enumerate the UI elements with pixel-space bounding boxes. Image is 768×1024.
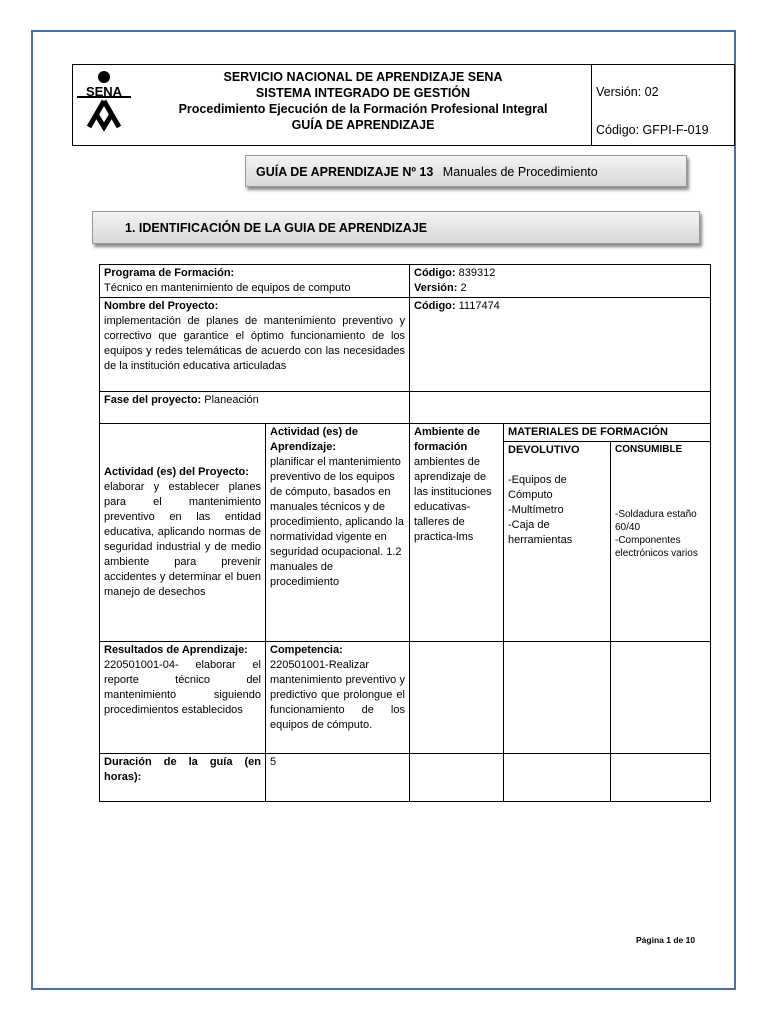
devolutivo-item: -Caja de herramientas bbox=[508, 519, 573, 546]
materiales-header bbox=[504, 424, 711, 442]
sena-logo bbox=[73, 67, 135, 137]
resultados-cell bbox=[100, 642, 266, 754]
empty-cell bbox=[410, 754, 504, 802]
act-aprendizaje-label: Actividad (es) de Aprendizaje: bbox=[270, 426, 359, 453]
consumible-item: -Soldadura estaño 60/40 bbox=[615, 509, 697, 533]
codigo2-cell bbox=[410, 298, 711, 392]
header-title-line: SISTEMA INTEGRADO DE GESTIÓN bbox=[255, 86, 471, 100]
programa-value: Técnico en mantenimiento de equipos de computo bbox=[104, 282, 351, 294]
ambiente-label: Ambiente de formación bbox=[414, 426, 481, 453]
empty-cell bbox=[611, 754, 711, 802]
header-title-line: Procedimiento Ejecución de la Formación Profesional Integral bbox=[178, 102, 548, 116]
header-version: Versión: 02 bbox=[596, 85, 659, 99]
programa-cell bbox=[100, 265, 410, 298]
devolutivo-item: -Multímetro bbox=[508, 504, 564, 516]
devolutivo-label: DEVOLUTIVO bbox=[508, 444, 580, 456]
codigo-label: Código: bbox=[414, 267, 456, 279]
act-aprendizaje-cell bbox=[266, 424, 410, 642]
act-proyecto-cell bbox=[100, 424, 266, 642]
proyecto-cell bbox=[100, 298, 410, 392]
consumible-cell bbox=[611, 442, 711, 642]
version-value: 2 bbox=[460, 282, 467, 294]
codigo2-value: 1117474 bbox=[458, 300, 500, 312]
duracion-value: 5 bbox=[270, 756, 277, 768]
guide-subtitle: Manuales de Procedimiento bbox=[442, 165, 598, 179]
header-code: Código: GFPI-F-019 bbox=[596, 123, 709, 137]
duracion-cell bbox=[100, 754, 266, 802]
empty-cell bbox=[504, 754, 611, 802]
svg-text:SENA: SENA bbox=[85, 84, 123, 99]
empty-cell bbox=[611, 642, 711, 754]
materiales-label: MATERIALES DE FORMACIÓN bbox=[508, 426, 668, 438]
header-title-line: GUÍA DE APRENDIZAJE bbox=[291, 118, 435, 132]
codigo-value: 839312 bbox=[458, 267, 496, 279]
header-title-line: SERVICIO NACIONAL DE APRENDIZAJE SENA bbox=[223, 70, 503, 84]
devolutivo-item: -Equipos de Cómputo bbox=[508, 474, 567, 501]
consumible-item: -Componentes electrónicos varios bbox=[615, 535, 698, 559]
identification-table bbox=[99, 264, 711, 802]
consumible-label: CONSUMIBLE bbox=[615, 444, 683, 455]
competencia-cell bbox=[266, 642, 410, 754]
codigo2-label: Código: bbox=[414, 300, 456, 312]
empty-cell bbox=[504, 642, 611, 754]
fase-cell bbox=[100, 392, 410, 424]
proyecto-label: Nombre del Proyecto: bbox=[104, 300, 219, 312]
act-proyecto-value: elaborar y establecer planes para el mantenimiento preventivo en las entidad educativa, aplicando normas de seguridad industrial y de medio ambiente para prevenir accidentes y determinar el buen manejo de desechos bbox=[104, 481, 261, 598]
act-proyecto-label: Actividad (es) del Proyecto: bbox=[104, 466, 249, 478]
guide-banner bbox=[245, 155, 687, 187]
act-aprendizaje-value: planificar el mantenimiento preventivo de los equipos de cómputo, basados en manuales técnicos y de procedimiento, aplicando la normatividad vigente en seguridad ocupacional. 1.2 manuales de procedimiento bbox=[270, 456, 404, 588]
devolutivo-cell bbox=[504, 442, 611, 642]
duracion-label: Duración de la guía (en horas): bbox=[104, 756, 261, 783]
proyecto-value: implementación de planes de mantenimiento preventivo y correctivo que garantice el óptimo funcionamiento de los equipos y redes telemáticas de acuerdo con las necesidades de la institución educativa articuladas bbox=[104, 315, 405, 372]
fase-empty-cell bbox=[410, 392, 711, 424]
header-divider bbox=[591, 65, 592, 145]
duracion-value-cell bbox=[266, 754, 410, 802]
resultados-value: 220501001-04- elaborar el reporte técnico del mantenimiento siguiendo procedimientos establecidos bbox=[104, 659, 261, 716]
document-header bbox=[72, 64, 735, 146]
header-titles bbox=[133, 69, 593, 133]
programa-label: Programa de Formación: bbox=[104, 267, 235, 279]
resultados-label: Resultados de Aprendizaje: bbox=[104, 644, 248, 656]
competencia-value: 220501001-Realizar mantenimiento preventivo y predictivo que prolongue el funcionamiento de los equipos de cómputo. bbox=[270, 659, 405, 731]
version-label: Versión: bbox=[414, 282, 458, 294]
empty-cell bbox=[410, 642, 504, 754]
competencia-label: Competencia: bbox=[270, 644, 343, 656]
guide-number: GUÍA DE APRENDIZAJE Nº 13 bbox=[256, 165, 434, 179]
page-number: Página 1 de 10 bbox=[636, 935, 696, 945]
ambiente-value: ambientes de aprendizaje de las instituciones educativas- talleres de practica-lms bbox=[414, 456, 492, 543]
fase-value: Planeación bbox=[204, 394, 259, 406]
section-title: 1. IDENTIFICACIÓN DE LA GUIA DE APRENDIZAJE bbox=[92, 211, 700, 244]
ambiente-cell bbox=[410, 424, 504, 642]
fase-label: Fase del proyecto: bbox=[104, 394, 202, 406]
codigo-cell bbox=[410, 265, 711, 298]
